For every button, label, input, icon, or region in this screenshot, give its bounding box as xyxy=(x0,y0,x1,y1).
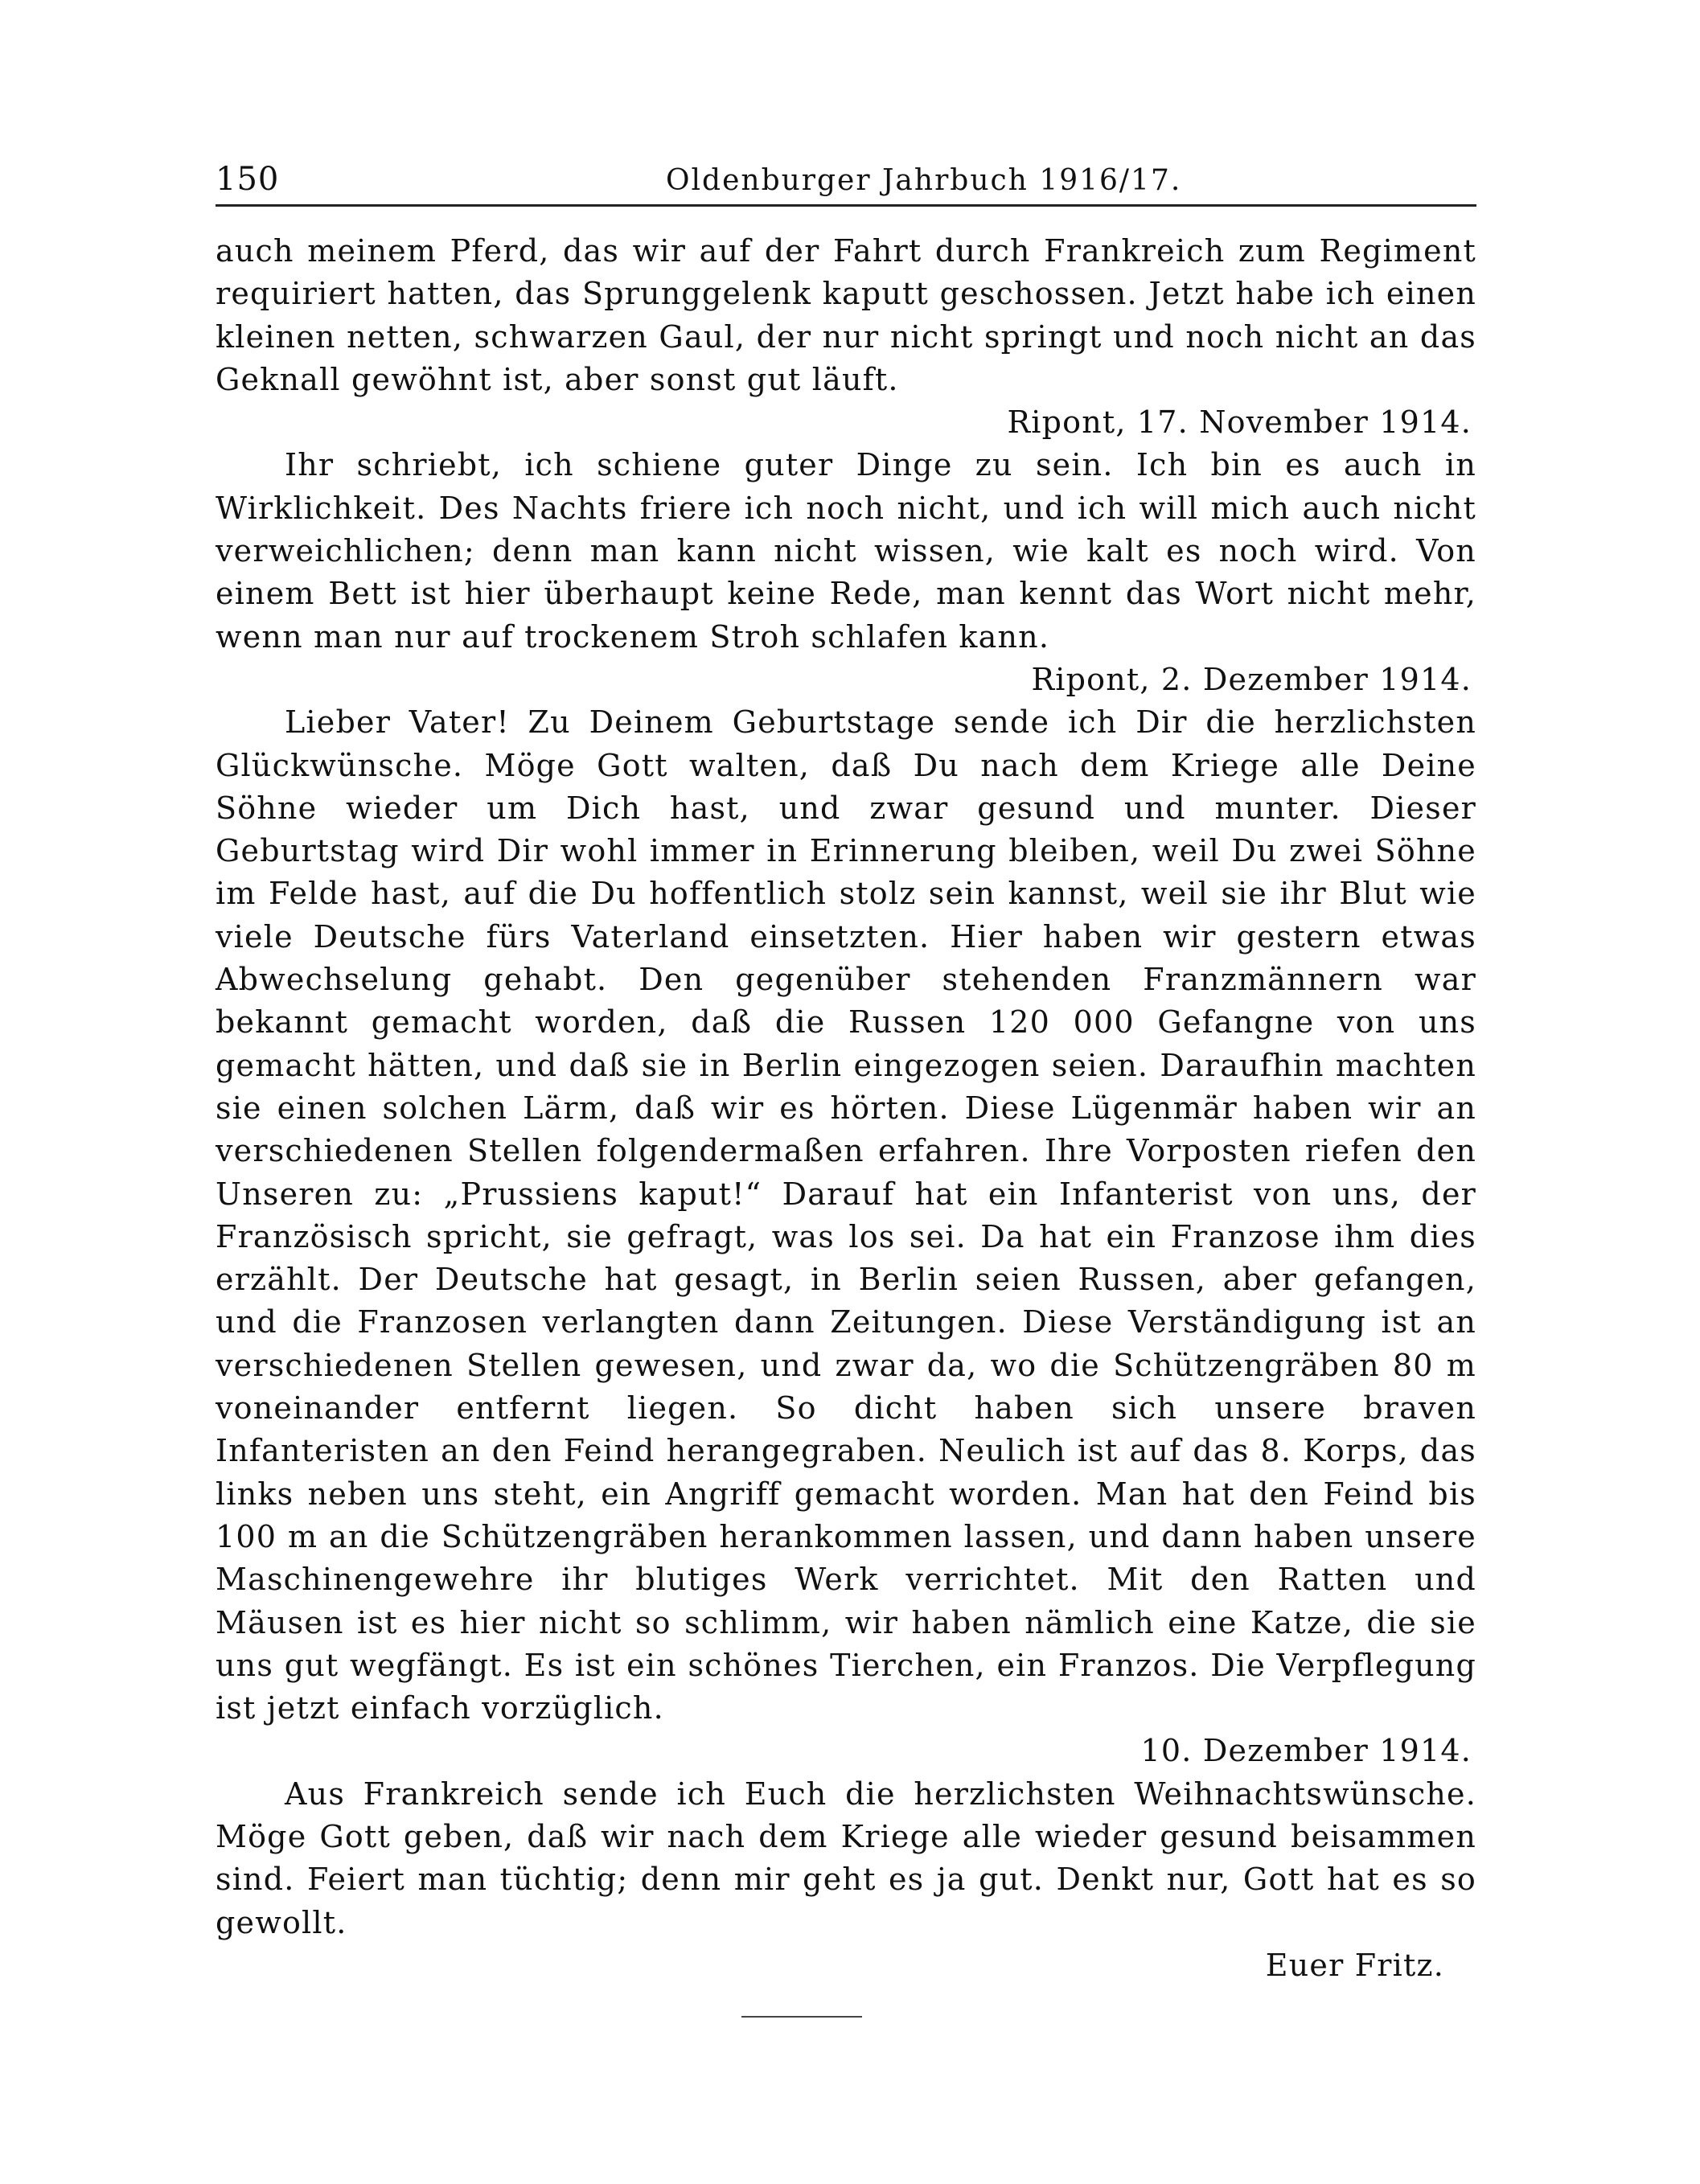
letter-paragraph: Ihr schriebt, ich schiene guter Dinge zu sein. Ich bin es auch in Wirklichkeit. Des Nachts friere ich noch nicht, und ich will mich auch nicht verweichlichen; denn man kann nicht wissen, wie kalt es noch wird. Von einem Bett ist hier überhaupt keine Rede, man kennt das Wort nicht mehr, wenn man nur auf trockenem Stroh schlafen kann. xyxy=(216,447,1476,655)
signature: Euer Fritz. xyxy=(1265,1947,1444,1983)
document-page xyxy=(216,153,1476,1987)
page-header xyxy=(216,153,1476,209)
continuation-paragraph: auch meinem Pferd, das wir auf der Fahrt durch Frankreich zum Regiment requiriert hatten, das Sprunggelenk kaputt geschossen. Jetzt habe ich einen kleinen netten, schwarzen Gaul, der nur nicht springt und noch nicht an das Geknall gewöhnt ist, aber sonst gut läuft. xyxy=(216,233,1476,397)
dateline: 10. Dezember 1914. xyxy=(1140,1733,1472,1769)
dateline: Ripont, 2. Dezember 1914. xyxy=(1031,661,1472,697)
header-rule xyxy=(216,204,1476,207)
page-number: 150 xyxy=(216,161,280,198)
body-text xyxy=(216,230,1476,1987)
dateline: Ripont, 17. November 1914. xyxy=(1007,404,1472,441)
letter-paragraph: Lieber Vater! Zu Deinem Geburtstage sende ich Dir die herzlichsten Glückwünsche. Möge Gott walten, daß Du nach dem Kriege alle Deine Söhne wieder um Dich hast, und zwar gesund und munter. Dieser Geburtstag wird Dir wohl immer in Erinnerung bleiben, weil Du zwei Söhne im Felde hast, auf die Du hoffentlich stolz sein kannst, weil sie ihr Blut wie viele Deutsche fürs Vaterland einsetzten. Hier haben wir gestern etwas Abwechselung gehabt. Den gegenüber stehenden Franzmännern war bekannt gemacht worden, daß die Russen 120 000 Gefangne von uns gemacht hätten, und daß sie in Berlin eingezogen seien. Daraufhin machten sie einen solchen Lärm, daß wir es hörten. Diese Lügenmär haben wir an verschiedenen Stellen folgendermaßen erfahren. Ihre Vorposten riefen den Unseren zu: „Prussiens kaput!“ Darauf hat ein Infanterist von uns, der Französisch spricht, sie gefragt, was los sei. Da hat ein Franzose ihm dies erzählt. Der Deutsche hat gesagt, in Berlin seien Russen, aber gefangen, und die Franzosen verlangten dann Zeitungen. Diese Verständigung ist an verschiedenen Stellen gewesen, und zwar da, wo die Schützengräben 80 m voneinander entfernt liegen. So dicht haben sich unsere braven Infanteristen an den Feind herangegraben. Neulich ist auf das 8. Korps, das links neben uns steht, ein Angriff gemacht worden. Man hat den Feind bis 100 m an die Schützengräben herankommen lassen, und dann haben unsere Maschinengewehre ihr blutiges Werk verrichtet. Mit den Ratten und Mäusen ist es hier nicht so schlimm, wir haben nämlich eine Katze, die sie uns gut wegfängt. Es ist ein schönes Tierchen, ein Franzos. Die Verpflegung ist jetzt einfach vorzüglich. xyxy=(216,704,1476,1726)
end-rule xyxy=(741,2016,862,2018)
letter-paragraph: Aus Frankreich sende ich Euch die herzlichsten Weihnachtswünsche. Möge Gott geben, daß wir nach dem Kriege alle wieder gesund beisammen sind. Feiert man tüchtig; denn mir geht es ja gut. Denkt nur, Gott hat es so gewollt. xyxy=(216,1776,1476,1940)
running-title: Oldenburger Jahrbuch 1916/17. xyxy=(666,164,1182,197)
